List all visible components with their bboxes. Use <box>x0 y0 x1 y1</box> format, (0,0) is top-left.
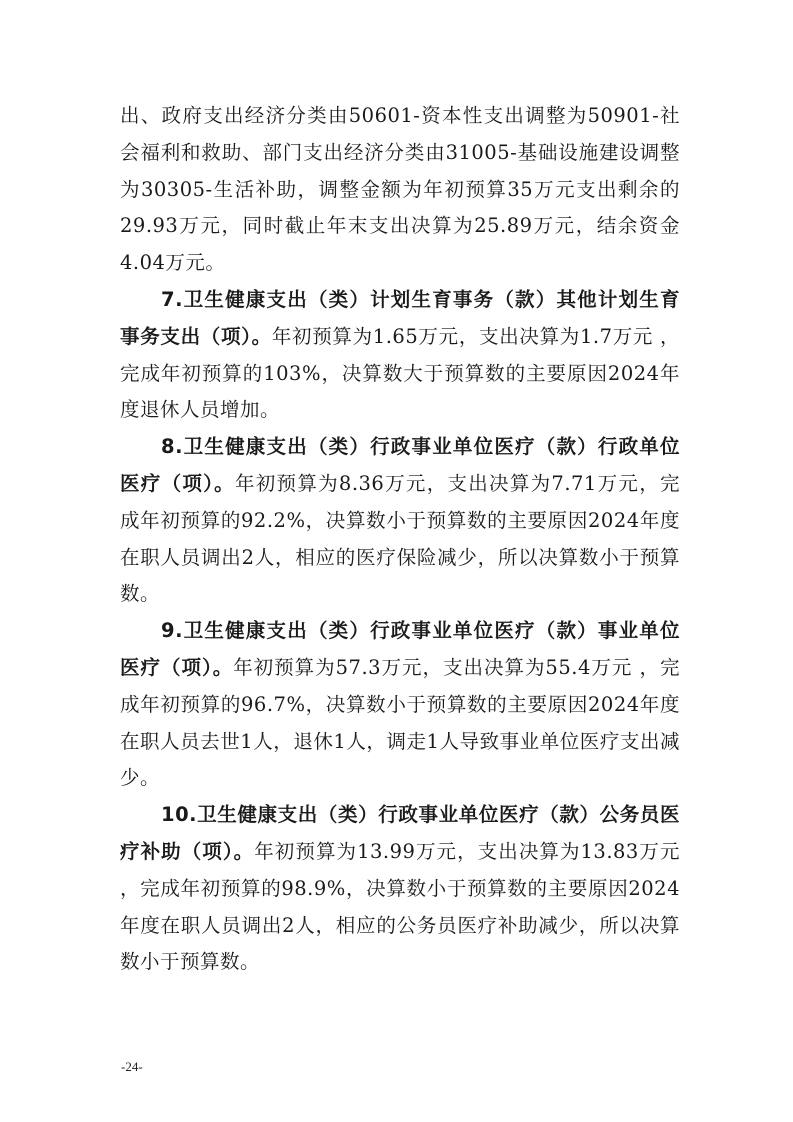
paragraph-continuation <box>120 98 680 282</box>
paragraph-item-8 <box>120 429 680 613</box>
paragraph-text: 年初预算为8.36万元，支出决算为7.71万元，完成年初预算的92.2%，决算数小于预算数的主要原因2024年度在职人员调出2人，相应的医疗保险减少，所以决算数小于预算数。 <box>120 471 680 606</box>
paragraph-item-10 <box>120 797 680 981</box>
item-heading: 9.卫生健康支出（类）行政事业单位医疗（款）事业单位医疗（项）。 <box>120 619 680 679</box>
item-heading: 8.卫生健康支出（类）行政事业单位医疗（款）行政单位医疗（项）。 <box>120 435 680 495</box>
paragraph-item-9 <box>120 613 680 797</box>
paragraph-text: 年初预算为13.99万元，支出决算为13.83万元 ，完成年初预算的98.9%，决算数小于预算数的主要原因2024年度在职人员调出2人，相应的公务员医疗补助减少，所以决算数小于预算数。 <box>120 839 680 974</box>
document-body <box>120 98 680 981</box>
paragraph-text: 出、政府支出经济分类由50601-资本性支出调整为50901-社会福利和救助、部门支出经济分类由31005-基础设施建设调整为30305-生活补助，调整金额为年初预算35万元支出剩余的29.93万元，同时截止年末支出决算为25.89万元，结余资金4.04万元。 <box>120 104 680 275</box>
paragraph-text: 年初预算为57.3万元，支出决算为55.4万元 ，完成年初预算的96.7%，决算数小于预算数的主要原因2024年度在职人员去世1人，退休1人，调走1人导致事业单位医疗支出减少。 <box>120 655 680 790</box>
page-number: -24- <box>121 1059 143 1074</box>
paragraph-text: 年初预算为1.65万元，支出决算为1.7万元 ，完成年初预算的103%，决算数大于预算数的主要原因2024年度退休人员增加。 <box>120 324 680 422</box>
item-heading: 10.卫生健康支出（类）行政事业单位医疗（款）公务员医疗补助（项）。 <box>120 803 680 863</box>
paragraph-item-7 <box>120 282 680 429</box>
item-heading: 7.卫生健康支出（类）计划生育事务（款）其他计划生育事务支出（项）。 <box>120 287 680 348</box>
